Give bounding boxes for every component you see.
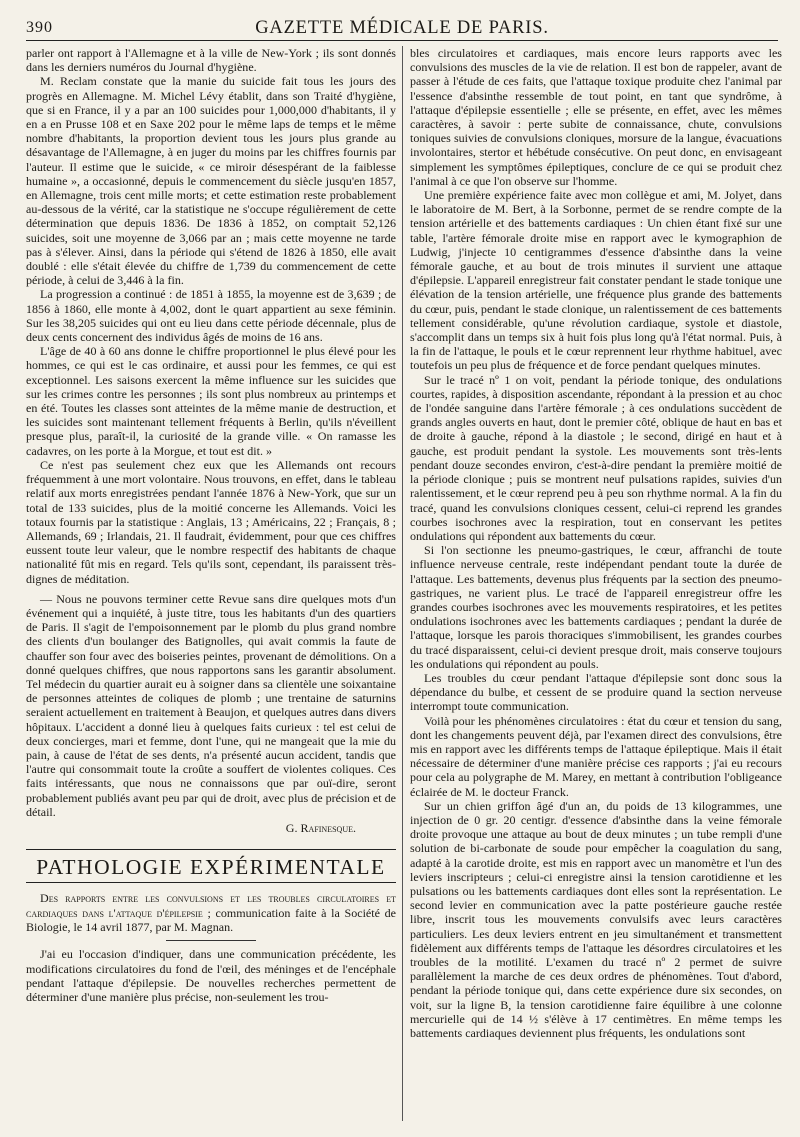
- right-column: [410, 46, 782, 1126]
- left-column: [26, 46, 396, 1126]
- paragraph: Voilà pour les phénomènes circulatoires : état du cœur et tension du sang, dont les changements peuvent déjà, par l'examen direct des convulsions, être mis en rapport avec les différents temps de l'attaque épileptique. Mais il était nécessaire de déterminer d'une manière précise ces rapports ; j'ai eu recours pour cela au polygraphe de M. Marey, en mettant à contribution l'obligeance éclairée de M. le docteur Franck.: [410, 713, 782, 799]
- page-header: [26, 10, 778, 41]
- paragraph: L'âge de 40 à 60 ans donne le chiffre proportionnel le plus élevé pour les hommes, ce qui est le cas ordinaire, et aussi pour les femmes, ce qui est exceptionnel. Les saisons exercent la même influence sur les suicides que sur les crimes contre les personnes ; ils sont plus nombreux au printemps et en été. Toutes les classes sont atteintes de la même manie de destruction, et les suicides sont maintenant tellement fréquents à Berlin, qu'ils n'éveillent presque plus, paraît-il, la curiosité de la grande ville. « On ramasse les cadavres, on les porte à la Morgue, et tout est dit. »: [26, 344, 396, 458]
- article-heading: [26, 891, 396, 934]
- section-header: [26, 849, 396, 883]
- section-title: PATHOLOGIE EXPÉRIMENTALE: [36, 855, 386, 880]
- paragraph: — Nous ne pouvons terminer cette Revue sans dire quelques mots d'un événement qui a inquiété, à juste titre, tous les habitants d'un des quartiers de Paris. Il s'agit de l'empoisonnement par le plomb du plus grand nombre des clients d'un boulanger des Batignolles, qui avait commis la faute de chauffer son four avec des boiseries peintes, provenant de démolitions. On a donné quelques chiffres, que nous rapportons sans les garantir absolument. Tel médecin du quartier aurait eu à soigner dans sa clientèle une soixantaine de personnes atteintes de coliques de plomb ; une trentaine de saturnins seraient actuellement en traitement à Beaujon, et quelques autres dans divers hôpitaux. L'accident a donné lieu à quelques faits curieux : tel est celui de deux concierges, mari et femme, dont l'une, qui ne mangeait que la mie du pain, à cause de l'état de ses dents, n'a présenté aucun accident, tandis que l'autre qui consommait toute la croûte a souffert de violentes coliques. Ces faits intéressants, que nous ne connaissons que par ouï-dire, seront probablement publiés avant peu par qui de droit, avec plus de précision et de détail.: [26, 591, 396, 819]
- paragraph: bles circulatoires et cardiaques, mais encore leurs rapports avec les convulsions des muscles de la vie de relation. Il est bon de rappeler, avant de passer à l'étude de ces faits, que l'attaque toxique produite chez l'animal par l'essence d'absinthe ressemble de tout point, en tant que syndrôme, à l'attaque d'épilepsie essentielle ; elle se présente, en effet, avec les mêmes caractères, à savoir : perte subite de connaissance, chute, convulsions toniques suivies de convulsions cloniques, morsure de la langue, évacuations involontaires, stertor et hébétude consécutive. On peut donc, en envisageant simplement les symptômes épileptiques, conclure de ce qui se produit chez l'animal à ce que l'on observe sur l'homme.: [410, 46, 782, 188]
- paragraph: M. Reclam constate que la manie du suicide fait tous les jours des progrès en Allemagne. M. Michel Lévy établit, dans son Traité d'hygiène, que si en France, il y a par an 100 suicides pour 1,000,000 d'habitants, il y en a en Prusse 108 et en Saxe 202 pour le même laps de temps et le même nombre d'habitants, la proportion devient tous les jours plus grande au désavantage de l'Allemagne, à en juger du moins par les chiffres fournis par l'auteur. Il estime que le suicide, « ce miroir désespérant de la faiblesse humaine », a occasionné, depuis le commencement du siècle jusqu'en 1857, en Allemagne, trois cent mille morts; et cette estimation reste probablement au-dessous de la vérité, car la statistique ne s'occupe régulièrement de cette détermination que depuis 1836. De 1836 à 1852, on comptait 52,126 suicides, soit une moyenne de 3,066 par an ; mais cette moyenne ne tarde pas à s'élever. Ainsi, dans la période qui s'étend de 1826 à 1850, elle avait doublé : elle s'était élevée du chiffre de 1,739 du commencement de cette période, à celui de 3,446 à la fin.: [26, 74, 396, 288]
- paragraph: J'ai eu l'occasion d'indiquer, dans une communication précédente, les modifications circulatoires du fond de l'œil, des méninges et de l'encéphale pendant l'attaque d'épilepsie. De nouvelles recherches permettent de déterminer d'une manière plus précise, non-seulement les trou-: [26, 947, 396, 1004]
- paragraph: Si l'on sectionne les pneumo-gastriques, le cœur, affranchi de toute influence nerveuse centrale, reste indépendant pendant toute la durée de l'attaque. Les battements, devenus plus fréquents par la section des pneumo-gastriques, ne varient plus. Le tracé de l'appareil enregistreur offre les grandes courbes isochrones avec les mouvements respiratoires, et les petites ondulations isochrones avec les battements cardiaques ; pendant la durée de l'attaque, lorsque les parois thoraciques s'immobilisent, les grandes courbes du tracé disparaissent, celui-ci devient presque droit, mais conserve toujours les ondulations qui répondent au pouls.: [410, 543, 782, 671]
- paragraph: La progression a continué : de 1851 à 1855, la moyenne est de 3,639 ; de 1856 à 1860, elle monte à 4,002, dont le quart appartient au sexe féminin. Sur les 38,205 suicides qui ont eu lieu dans cette période décennale, plus de deux cents concernent des individus âgés de moins de 16 ans.: [26, 287, 396, 345]
- paragraph: Sur un chien griffon âgé d'un an, du poids de 13 kilogrammes, une injection de 0 gr. 20 centigr. d'essence d'absinthe dans la veine fémorale droite provoque une attaque au bout de deux minutes ; un tube rempli d'une solution de bi-carbonate de soude pour empêcher la coagulation du sang, adapté à la carotide droite, est mis en rapport avec un manomètre et l'un des leviers inscripteurs ; celui-ci enregistre ainsi la tension carotidienne et les pulsations ou les battements cardiaques dont elles sont la représentation. Le second levier en communication avec la patte postérieure gauche restée libre, inscrit tous les mouvements convulsifs avec leurs caractères particuliers. Les deux leviers entrent en jeu simultanément et transmettent fidèlement aux différents temps de l'attaque les désordres circulatoires et les troubles de la motilité. L'examen du tracé nº 2 permet de suivre parallèlement la marche de ces deux ordres de phénomènes. Tout d'abord, pendant la période tonique qui, dans cette expérience dure six secondes, on voit, sur la ligne B, la tension carotidienne faire équilibre à une colonne mercurielle qui de 14 ½ s'élève à 17 centimètres. En même temps les battements cardiaques deviennent plus fréquents, les ondulations sont: [410, 798, 782, 1041]
- running-title: GAZETTE MÉDICALE DE PARIS.: [255, 18, 549, 38]
- paragraph: Les troubles du cœur pendant l'attaque d'épilepsie sont donc sous la dépendance du bulbe, et cessent de se produire quand la section nerveuse interrompt toute communication.: [410, 670, 782, 714]
- paragraph: Une première expérience faite avec mon collègue et ami, M. Jolyet, dans le laboratoire de M. Bert, à la Sorbonne, permet de se rendre compte de la tension artérielle et des battements cardiaques : Un chien étant fixé sur une table, l'artère fémorale droite mise en rapport avec le kymographion de Ludwig, j'injecte 10 centigrammes d'essence d'absinthe dans la veine fémorale gauche, et au bout de trois minutes il survient une attaque d'épilepsie. L'appareil enregistreur fait constater pendant le stade tonique une élévation de la tension artérielle, une fréquence plus grande des battements du cœur, puis, pendant le stade clonique, un ralentissement de ces battements tellement considérable, qu'une révolution cardiaque, systole et diastole, s'accomplit dans un temps six à huit fois plus long qu'à l'état normal. Puis, à la fin de l'attaque, le pouls et le cœur reprennent leur rhythme habituel, avec toutefois un peu plus de fréquence et de force pendant quelques minutes.: [410, 188, 782, 373]
- paragraph: Sur le tracé nº 1 on voit, pendant la période tonique, des ondulations courtes, rapides, à disposition ascendante, répondant à la pression et au choc de l'ondée sanguine dans l'artère fémorale ; à ces ondulations succèdent de grands angles ouverts en haut, dont le premier côté, oblique de haut en bas et de droite à gauche, répond à la diastole ; le second, dirigé en haut et à gauche, est produit pendant la systole. Les mouvements sont très-lents pendant douze secondes environ, c'est-à-dire pendant la première moitié de la période clonique ; puis se montrent neuf pulsations rapides, suivies d'un ralentissement, et le cœur reprend peu à peu son rhythme normal. A la fin du tracé, quand les convulsions cloniques cessent, celui-ci reprend les grandes courbes isochrones avec la respiration, tout en conservant les petites ondulations qui répondent aux battements du cœur.: [410, 372, 782, 543]
- paragraph: parler ont rapport à l'Allemagne et à la ville de New-York ; ils sont donnés dans les derniers numéros du Journal d'hygiène.: [26, 46, 396, 75]
- author-signature: G. Rafinesque.: [285, 820, 356, 835]
- paragraph: Ce n'est pas seulement chez eux que les Allemands ont recours fréquemment à une mort volontaire. Nous trouvons, en effet, dans le tableau relatif aux morts enregistrées pendant l'année 1876 à New-York, que sur un total de 133 suicides, plus de la moitié concerne les Allemands. Voici les totaux fournis par la statistique : Anglais, 13 ; Américains, 22 ; Français, 8 ; Allemands, 69 ; Irlandais, 21. Il faudrait, évidemment, pour que ces chiffres eussent toute leur valeur, que le nombre respectif des habitants de chaque nationalité fût mis en regard. Tels qu'ils sont, cependant, ils paraissent très-dignes de méditation.: [26, 457, 396, 586]
- page-number: 390: [26, 19, 53, 36]
- column-rule: [402, 46, 403, 1121]
- article-meta: communication faite à la Société de Biologie, le 14 avril 1877, par M. Magnan.: [26, 905, 396, 934]
- article-title: Des rapports entre les convulsions et les troubles circulatoires et cardiaques dans l'attaque d'épilepsie ;: [26, 891, 396, 920]
- separator-rule: [166, 940, 256, 941]
